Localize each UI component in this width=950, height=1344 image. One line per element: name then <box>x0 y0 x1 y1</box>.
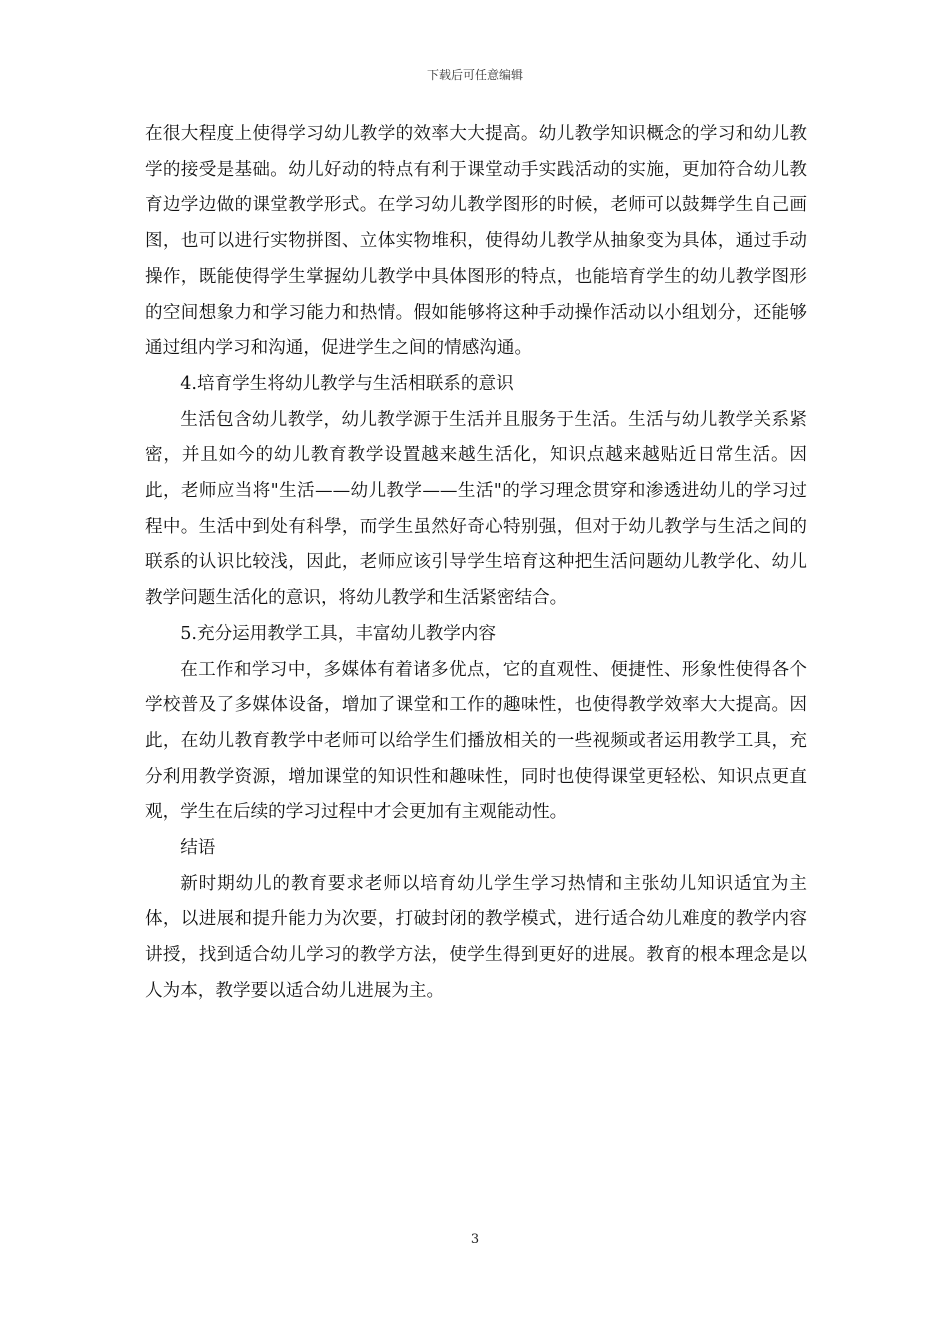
page-header: 下载后可任意编辑 <box>426 68 523 82</box>
page-number: 3 <box>470 1232 480 1247</box>
body-paragraph: 新时期幼儿的教育要求老师以培育幼儿学生学习热情和主张幼儿知识适宜为主体，以进展和提升能力为次要，打破封闭的教学模式，进行适合幼儿难度的教学内容讲授，找到适合幼儿学习的教学方法，使学生得到更好的进展。教育的根本理念是以人为本，教学要以适合幼儿进展为主。 <box>145 873 807 1001</box>
document-body <box>145 117 807 1010</box>
section-heading: 4.培育学生将幼儿教学与生活相联系的意识 <box>180 373 514 394</box>
body-paragraph: 在工作和学习中，多媒体有着诸多优点，它的直观性、便捷性、形象性使得各个学校普及了多媒体设备，增加了课堂和工作的趣味性，也使得教学效率大大提高。因此，在幼儿教育教学中老师可以给学生们播放相关的一些视频或者运用教学工具，充分利用教学资源，增加课堂的知识性和趣味性，同时也使得课堂更轻松、知识点更直观，学生在后续的学习过程中才会更加有主观能动性。 <box>145 659 807 823</box>
body-paragraph: 在很大程度上使得学习幼儿教学的效率大大提高。幼儿教学知识概念的学习和幼儿教学的接受是基础。幼儿好动的特点有利于课堂动手实践活动的实施，更加符合幼儿教育边学边做的课堂教学形式。在学习幼儿教学图形的时候，老师可以鼓舞学生自己画图，也可以进行实物拼图、立体实物堆积，使得幼儿教学从抽象变为具体，通过手动操作，既能使得学生掌握幼儿教学中具体图形的特点，也能培育学生的幼儿教学图形的空间想象力和学习能力和热情。假如能够将这种手动操作活动以小组划分，还能够通过组内学习和沟通，促进学生之间的情感沟通。 <box>145 124 807 359</box>
body-paragraph: 生活包含幼儿教学，幼儿教学源于生活并且服务于生活。生活与幼儿教学关系紧密，并且如今的幼儿教育教学设置越来越生活化，知识点越来越贴近日常生活。因此，老师应当将"生活——幼儿教学——生活"的学习理念贯穿和渗透进幼儿的学习过程中。生活中到处有科學，而学生虽然好奇心特别强，但对于幼儿教学与生活之间的联系的认识比较浅，因此，老师应该引导学生培育这种把生活问题幼儿教学化、幼儿教学问题生活化的意识，将幼儿教学和生活紧密结合。 <box>145 409 807 609</box>
section-heading: 5.充分运用教学工具，丰富幼儿教学内容 <box>180 623 497 644</box>
section-heading: 结语 <box>180 838 216 859</box>
